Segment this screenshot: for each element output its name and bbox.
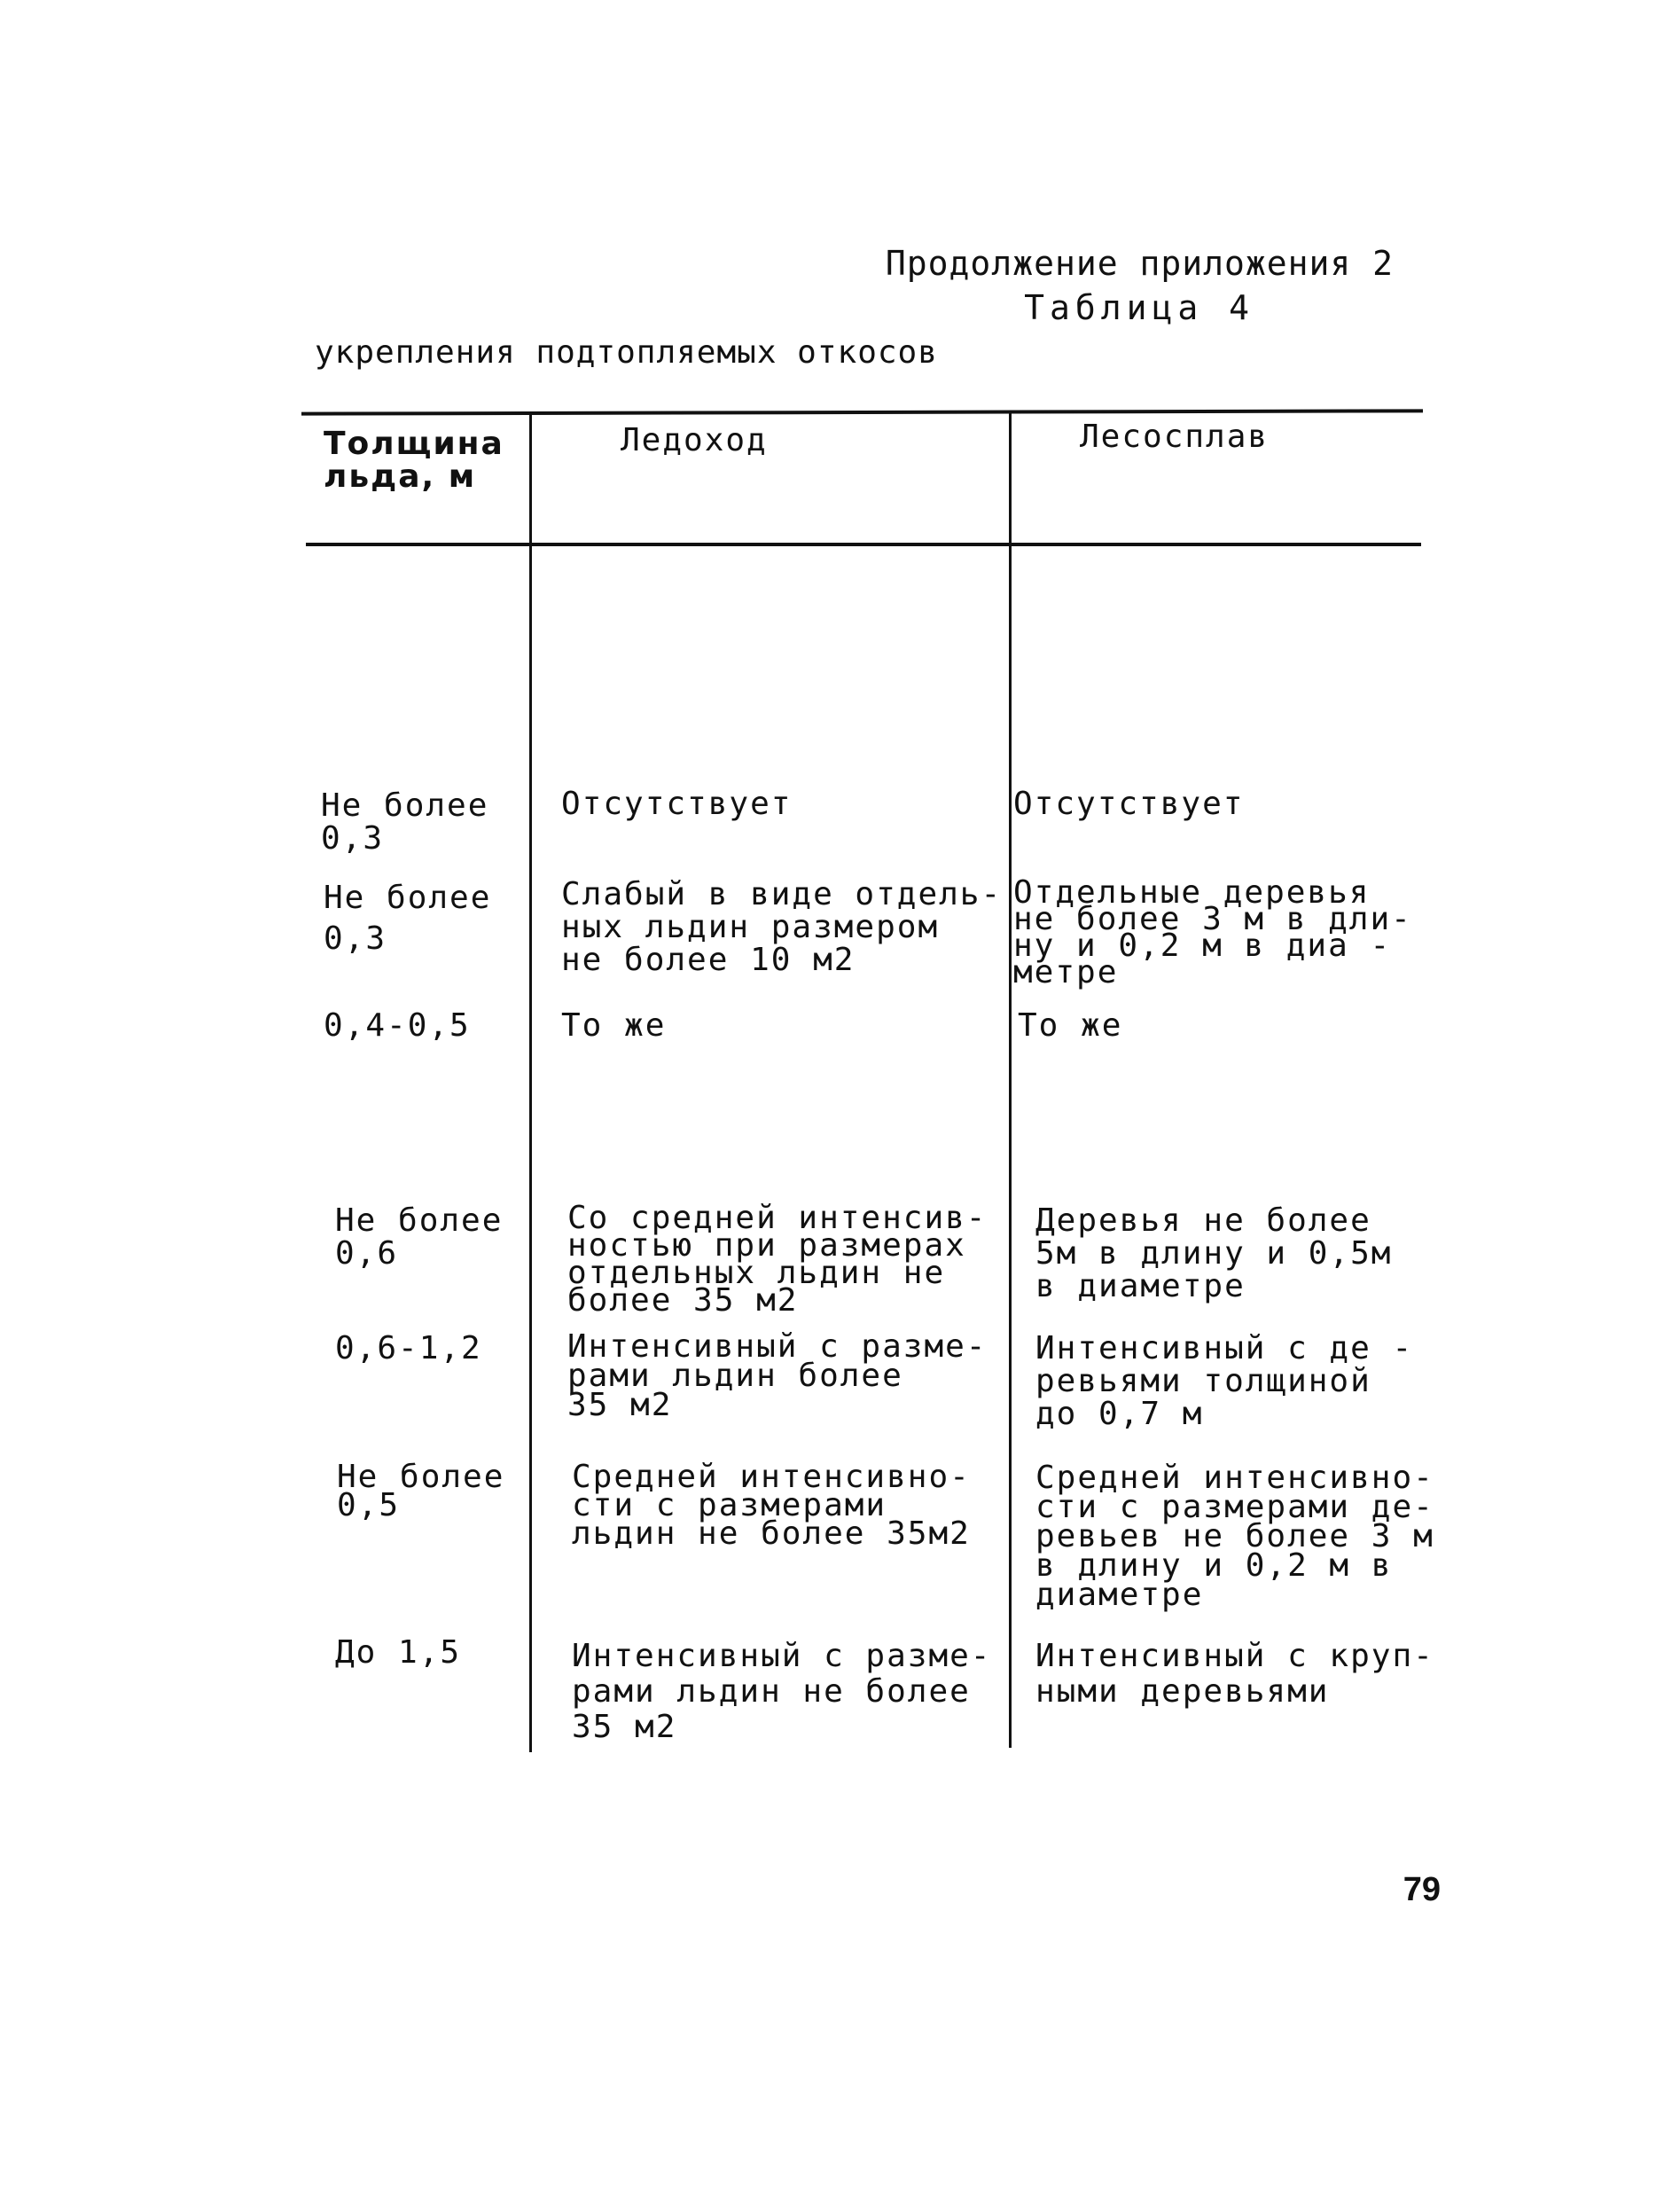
column-header-ice-drift: Ледоход <box>621 422 768 458</box>
table-cell: Интенсивный с разме- рами льдин не более 35 м2 <box>572 1638 992 1745</box>
table-cell: Не более 0,5 <box>337 1459 505 1523</box>
table-cell: Интенсивный с разме- рами льдин более 35 м2 <box>567 1328 988 1423</box>
table-cell: Отсутствует <box>561 786 793 822</box>
table-cell: Не более 0,3 <box>321 787 489 857</box>
table-cell: Отдельные деревья не более 3 м в дли- ну и 0,2 м в диа - метре <box>1013 874 1412 990</box>
table-cell: То же <box>1018 1007 1123 1044</box>
table-cell: Со средней интенсив- ностью при размерах отдельных льдин не более 35 м2 <box>567 1200 988 1319</box>
table-cell: 0,4-0,5 <box>324 1007 471 1044</box>
table-label: Таблица 4 <box>1024 288 1254 327</box>
appendix-continuation-title: Продолжение приложения 2 <box>885 244 1394 283</box>
table-cell: Интенсивный с де - ревьями толщиной до 0,7 м <box>1035 1330 1414 1432</box>
table-cell: До 1,5 <box>335 1634 462 1671</box>
column-header-ice-thickness: Толщина льда, м <box>324 426 504 495</box>
table-header-rule <box>306 543 1421 546</box>
table-cell: Отсутствует <box>1013 786 1245 822</box>
table-top-rule <box>301 409 1423 415</box>
table-caption: укрепления подтопляемых откосов <box>315 334 938 371</box>
column-divider-1 <box>529 413 532 1752</box>
table-cell: 0,6-1,2 <box>335 1330 482 1366</box>
table-cell: Интенсивный с круп- ными деревьями <box>1035 1638 1434 1710</box>
table-cell: Средней интенсивно- сти с размерами де- ревьев не более 3 м в длину и 0,2 м в диаметре <box>1035 1460 1434 1613</box>
table-cell: Средней интенсивно- сти с размерами льдин не более 35м2 <box>572 1459 971 1552</box>
table-cell: То же <box>561 1007 667 1044</box>
page-number: 79 <box>1403 1871 1441 1908</box>
column-divider-2 <box>1009 413 1012 1748</box>
table-cell: Деревья не более 5м в длину и 0,5м в диаметре <box>1035 1202 1393 1304</box>
table-cell: Не более 0,6 <box>335 1202 504 1272</box>
column-header-timber-rafting: Лесосплав <box>1080 419 1270 455</box>
table-cell: Не более 0,3 <box>324 880 492 957</box>
table-cell: Слабый в виде отдель- ных льдин размером не более 10 м2 <box>561 876 1003 978</box>
